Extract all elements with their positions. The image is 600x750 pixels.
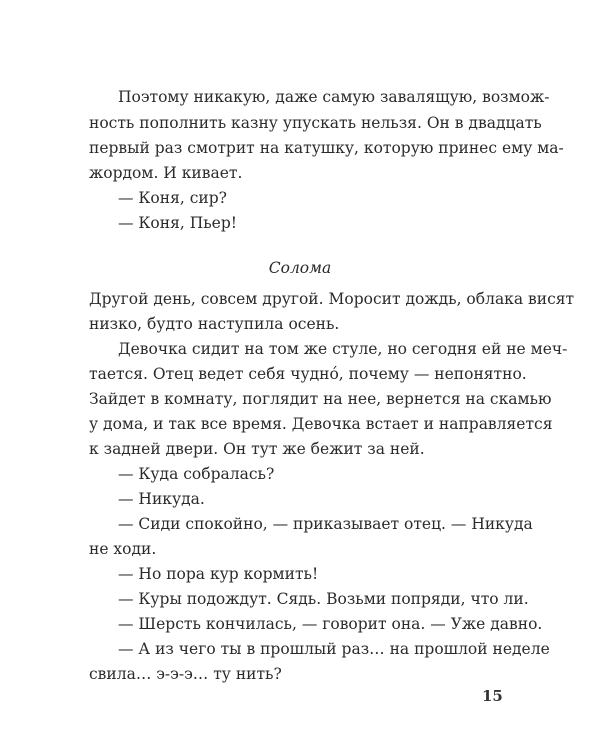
dialogue-line: — Шерсть кончилась, — говорит она. — Уже давно. [118,615,543,633]
paragraph-line: ность пополнить казну упускать нельзя. Он в двадцать [89,114,542,132]
paragraph-line: жордом. И кивает. [89,164,243,182]
dialogue-line: — Куда собралась? [118,465,275,483]
dialogue-line: не ходи. [89,540,157,558]
dialogue-line: — А из чего ты в прошлый раз… на прошлой неделе [118,640,550,658]
paragraph-line: Девочка сидит на том же стуле, но сегодня ей не меч- [118,340,568,358]
paragraph-line: к задней двери. Он тут же бежит за ней. [89,440,425,458]
dialogue-line: — Куры подождут. Сядь. Возьми попряди, что ли. [118,590,529,608]
section-heading: Солома [268,259,332,277]
paragraph-line: Другой день, совсем другой. Моросит дождь, облака висят [89,290,575,308]
page-number: 15 [482,687,503,705]
paragraph-line: Поэтому никакую, даже самую завалящую, возмож- [118,88,550,106]
paragraph-line: тается. Отец ведет себя чуднó, почему — непонятно. [89,365,527,383]
paragraph-line: первый раз смотрит на катушку, которую принес ему ма- [89,139,564,157]
dialogue-line: — Коня, сир? [118,189,227,207]
dialogue-line: — Сиди спокойно, — приказывает отец. — Никуда [118,515,533,533]
paragraph-line: у дома, и так все время. Девочка встает и направляется [89,415,553,433]
dialogue-line: — Но пора кур кормить! [118,565,319,583]
dialogue-line: — Коня, Пьер! [118,214,237,232]
dialogue-line: — Никуда. [118,490,205,508]
dialogue-line: свила… э-э-э… ту нить? [89,665,282,683]
paragraph-line: Зайдет в комнату, поглядит на нее, вернется на скамью [89,390,552,408]
paragraph-line: низко, будто наступила осень. [89,315,340,333]
